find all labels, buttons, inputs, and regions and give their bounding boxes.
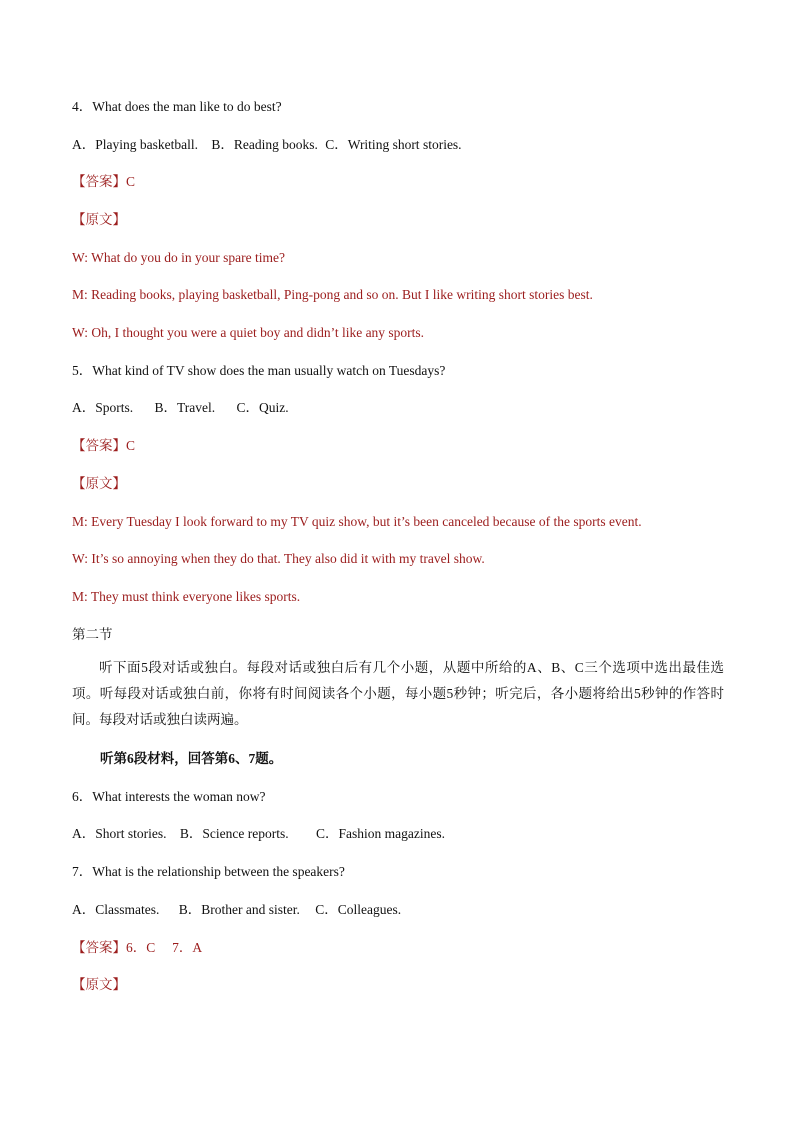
answer-value: C <box>126 438 136 453</box>
transcript-line: W: What do you do in your spare time? <box>72 250 285 265</box>
answer-tag: 【答案】 <box>72 438 126 453</box>
transcript-line: M: They must think everyone likes sports. <box>72 589 301 604</box>
section-heading: 第二节 <box>72 627 113 642</box>
answer-tag: 【答案】 <box>72 174 126 189</box>
answer-line-6-7 <box>72 939 202 957</box>
option-a: A．Short stories. <box>72 826 167 841</box>
option-c: C．Quiz. <box>236 400 289 415</box>
material-prompt: 听第6段材料，回答第6、7题。 <box>100 751 283 766</box>
question-4: 4．What does the man like to do best? <box>72 99 282 114</box>
answer-line-4 <box>72 173 135 191</box>
answer-tag: 【答案】 <box>72 940 126 955</box>
option-b: B．Reading books. <box>211 137 318 152</box>
answer-value: 6．C 7．A <box>126 940 203 955</box>
transcript-tag-5: 【原文】 <box>72 476 126 491</box>
transcript-tag-6-7: 【原文】 <box>72 977 126 992</box>
question-4-options <box>72 136 472 154</box>
option-a: A．Classmates. <box>72 902 160 917</box>
transcript-line: W: Oh, I thought you were a quiet boy and didn’t like any sports. <box>72 325 425 340</box>
question-7-options <box>72 901 411 919</box>
question-6-options <box>72 825 455 843</box>
section-instructions: 听下面5段对话或独白。每段对话或独白后有几个小题，从题中所给的A、B、C三个选项中选出最佳选项。听每段对话或独白前，你将有时间阅读各个小题，每小题5秒钟；听完后，各小题将给出5秒钟的作答时间。每段对话或独白读两遍。 <box>72 660 724 727</box>
question-7: 7．What is the relationship between the speakers? <box>72 864 345 879</box>
transcript-tag-4: 【原文】 <box>72 212 126 227</box>
question-6: 6．What interests the woman now? <box>72 789 266 804</box>
option-b: B．Travel. <box>154 400 216 415</box>
option-b: B．Brother and sister. <box>178 902 300 917</box>
option-a: A．Sports. <box>72 400 134 415</box>
option-c: C．Colleagues. <box>315 902 402 917</box>
answer-value: C <box>126 174 136 189</box>
question-5-options <box>72 399 299 417</box>
option-a: A．Playing basketball. <box>72 137 198 152</box>
option-b: B．Science reports. <box>179 826 289 841</box>
transcript-line: M: Reading books, playing basketball, Ping-pong and so on. But I like writing short stories best. <box>72 287 593 302</box>
transcript-line: W: It’s so annoying when they do that. They also did it with my travel show. <box>72 551 485 566</box>
answer-line-5 <box>72 437 135 455</box>
option-c: C．Fashion magazines. <box>315 826 445 841</box>
question-5: 5．What kind of TV show does the man usually watch on Tuesdays? <box>72 363 446 378</box>
option-c: C．Writing short stories. <box>325 137 462 152</box>
transcript-line: M: Every Tuesday I look forward to my TV quiz show, but it’s been canceled because of the sports event. <box>72 514 642 529</box>
